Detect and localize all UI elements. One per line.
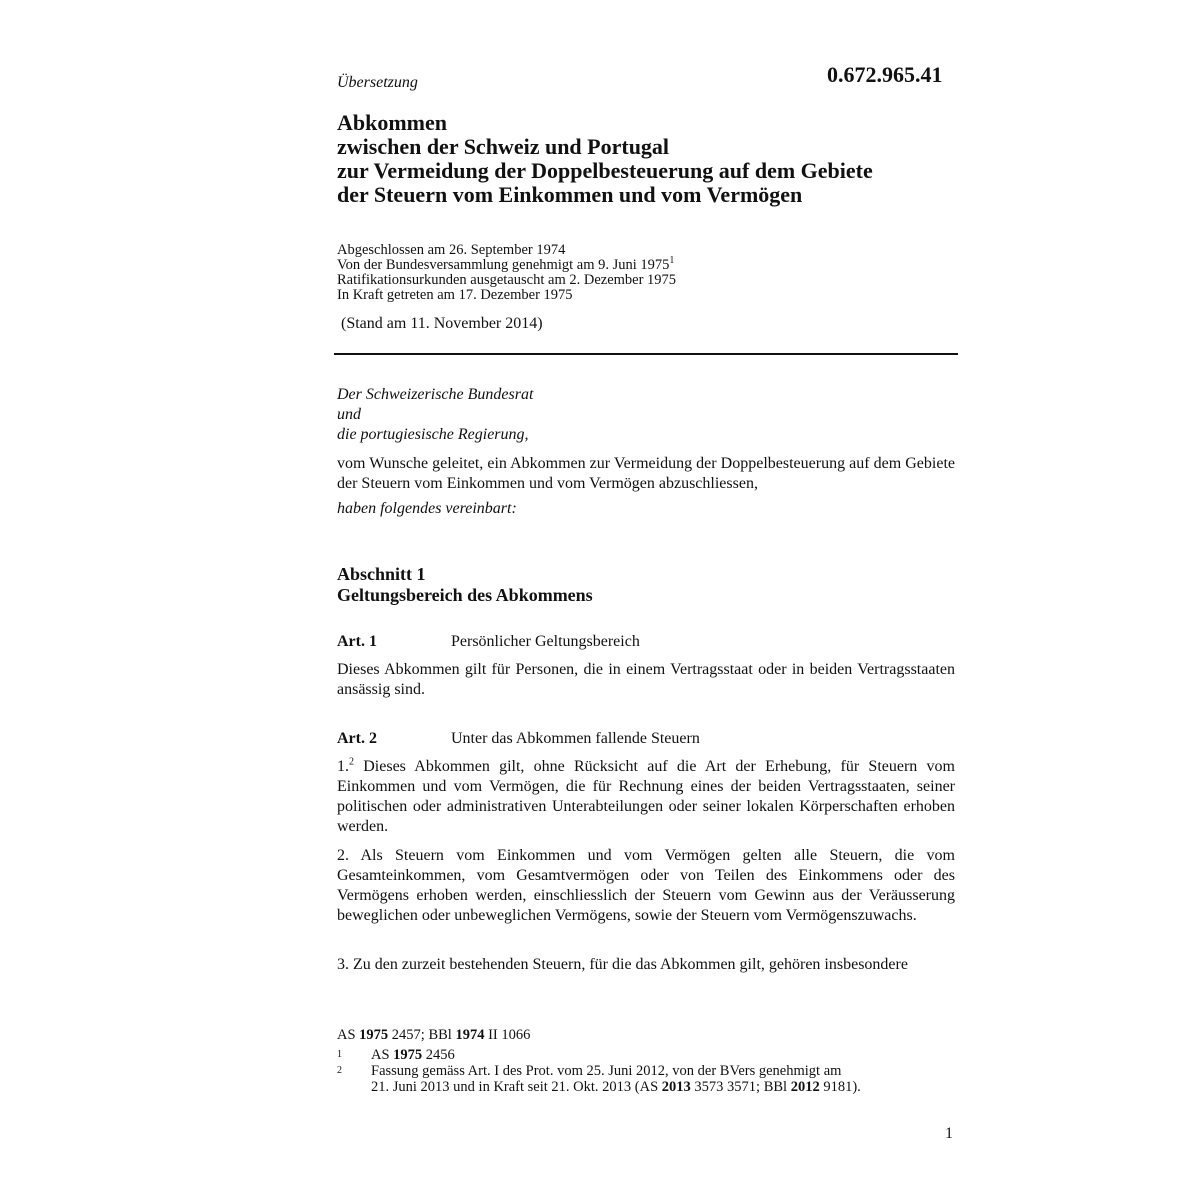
approved-text: Von der Bundesversammlung genehmigt am 9. Juni 1975 [337,257,670,273]
footnote-part: 3573 3571; BBl [694,1079,788,1095]
article-number: Art. 1 [337,633,377,650]
contracting-parties [337,385,533,445]
footnote [337,1063,861,1095]
section-title: Geltungsbereich des Abkommens [337,585,593,605]
title-line: der Steuern vom Einkommen und vom Vermögen [337,182,803,207]
footnote-bold: 2013 [661,1079,691,1095]
footnote-ref[interactable]: 2 [349,756,354,768]
article-number: Art. 2 [337,730,377,747]
article-2-heading [337,730,700,748]
page-number: 1 [945,1125,953,1142]
agreed-clause: haben folgendes vereinbart: [337,500,517,517]
document-title [337,111,977,207]
footnote-ref[interactable]: 1 [669,255,675,267]
paragraph-text: Dieses Abkommen gilt, ohne Rücksicht auf die Art der Erhebung, für Steuern vom Einkommen und vom Vermögen, die für Rechnung eines der beiden Vertragsstaaten, seiner politischen oder administrativen Unterabteilungen oder seiner lokalen Körperschaften erhoben werden. [337,758,956,835]
sr-number: 0.672.965.41 [827,62,943,87]
in-force-date: In Kraft getreten am 17. Dezember 1975 [337,287,573,303]
footnote-text [371,1047,455,1063]
party-portugal: die portugiesische Regierung, [337,426,529,443]
source-reference [337,1027,530,1044]
footnote-year: 1975 [393,1047,423,1063]
document-metadata [337,243,676,303]
footnote-bold: 2012 [790,1079,820,1095]
footnote-number: 1 [337,1049,342,1060]
article-1-heading [337,633,640,651]
section-label: Abschnitt 1 [337,564,426,584]
article-title: Persönlicher Geltungsbereich [451,633,640,650]
status-date: (Stand am 11. November 2014) [341,315,543,332]
footnote-part: Fassung gemäss Art. I des Prot. vom 25. Juni 2012, von der BVers genehmigt am 21. Juni 2013 und in Kraft seit 21. Okt. 2013 (AS [371,1063,842,1095]
footnote-rest: 2456 [425,1047,455,1063]
concluded-date: Abgeschlossen am 26. September 1974 [337,242,566,258]
footnote-part: 9181). [823,1079,861,1095]
ratified-date: Ratifikationsurkunden ausgetauscht am 2. Dezember 1975 [337,272,677,288]
party-switzerland: Der Schweizerische Bundesrat [337,386,534,403]
preamble-text: vom Wunsche geleitet, ein Abkommen zur Vermeidung der Doppelbesteuerung auf dem Gebiete der Steuern vom Einkommen und vom Vermögen abzuschliessen, [337,455,955,492]
translation-note: Übersetzung [337,74,418,91]
footnote-number: 2 [337,1065,342,1076]
article-1-text: Dieses Abkommen gilt für Personen, die in einem Vertragsstaat oder in beiden Vertragsstaaten ansässig sind. [337,661,955,698]
footnote-prefix: AS [371,1047,390,1063]
source-bbl-rest: II 1066 [488,1027,531,1043]
source-bbl-year: 1974 [455,1027,485,1043]
footnote-text [371,1063,861,1095]
source-as-year: 1975 [359,1027,389,1043]
article-2-paragraph-1 [337,757,955,837]
title-line: zwischen der Schweiz und Portugal [337,134,670,159]
article-title: Unter das Abkommen fallende Steuern [451,730,700,747]
source-as: AS [337,1027,356,1043]
divider [334,353,958,355]
paragraph-number: 1. [337,758,349,775]
footnote [337,1047,861,1063]
title-line: Abkommen [337,110,448,135]
source-as-page: 2457; BBl [391,1027,452,1043]
article-2-paragraph-3: 3. Zu den zurzeit bestehenden Steuern, für die das Abkommen gilt, gehören insbesondere [337,956,908,973]
approved-date [337,255,676,273]
conjunction: und [337,406,361,423]
footnotes [337,1047,861,1095]
section-heading [337,564,593,606]
title-line: zur Vermeidung der Doppelbesteuerung auf dem Gebiete [337,158,873,183]
article-2-paragraph-2: 2. Als Steuern vom Einkommen und vom Vermögen gelten alle Steuern, die vom Gesamteinkommen, vom Gesamtvermögen oder von Teilen des Einkommens oder des Vermögens erhoben werden, einschliesslich der Steuern vom Gewinn aus der Veräusserung beweglichen oder unbeweglichen Vermögens, sowie der Steuern vom Vermögenszuwachs. [337,847,955,924]
